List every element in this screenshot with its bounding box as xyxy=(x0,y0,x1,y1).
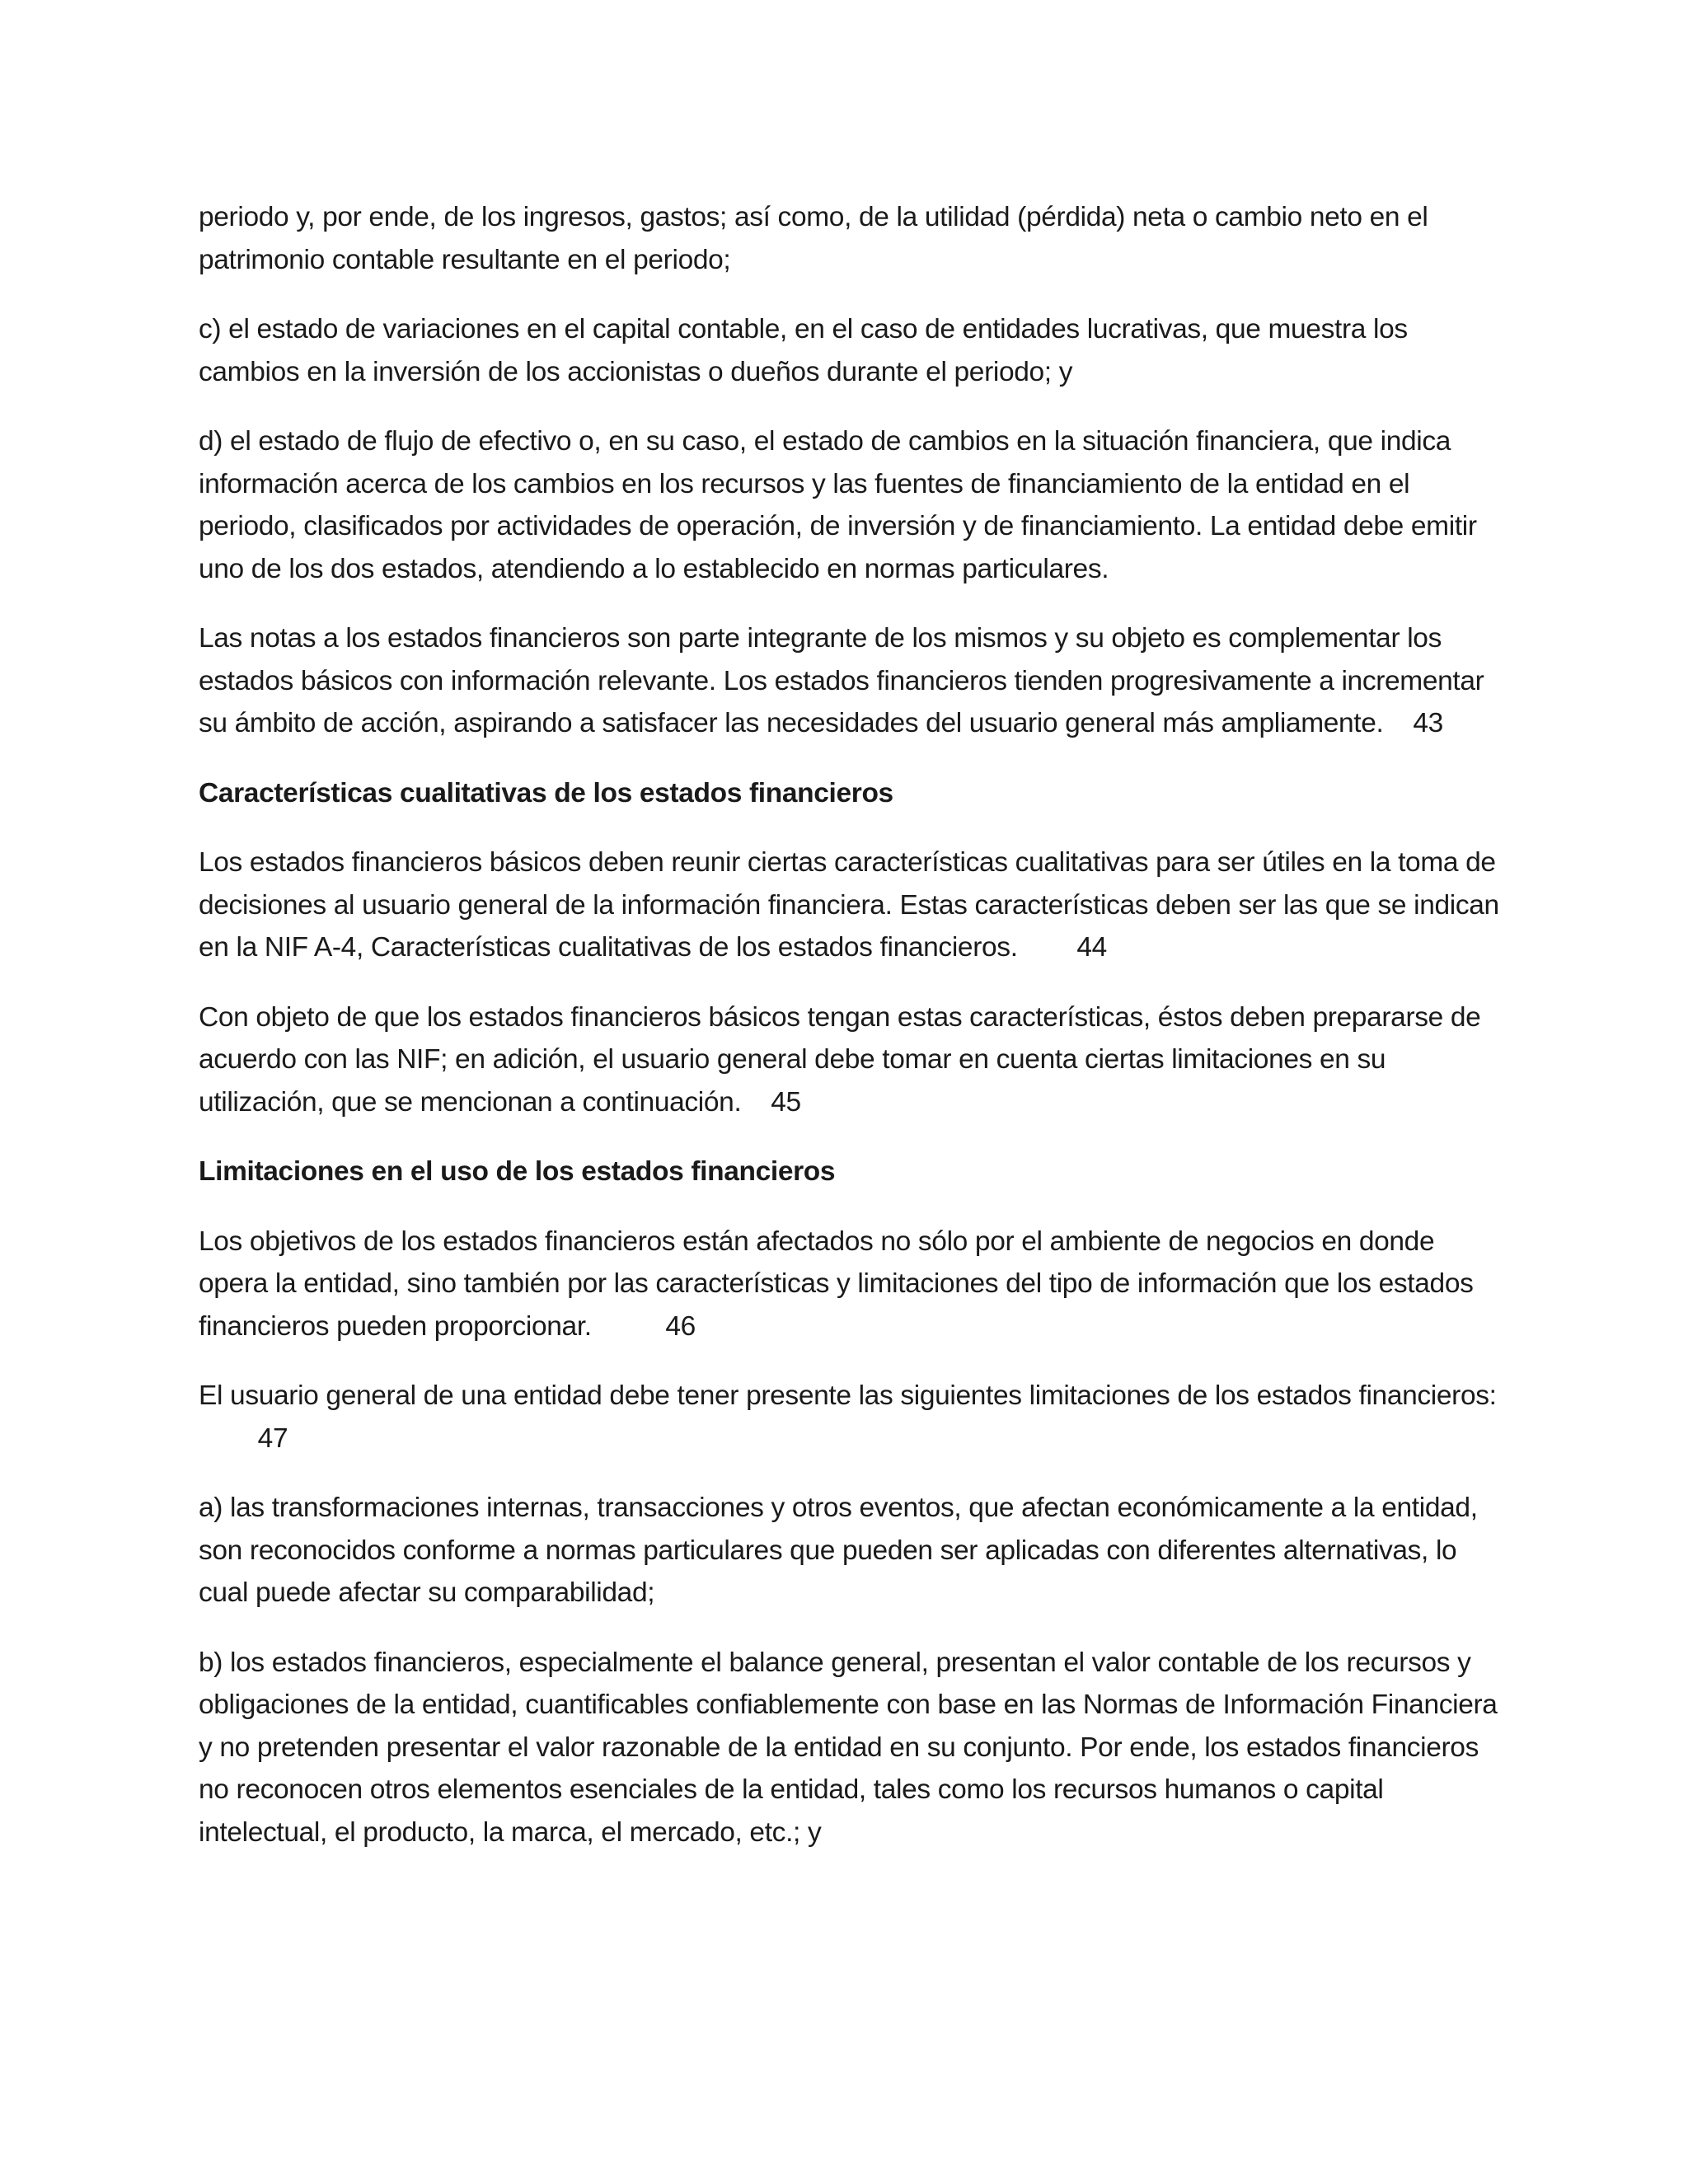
section-heading-limitations: Limitaciones en el uso de los estados financieros xyxy=(199,1156,836,1187)
paragraph-income-statement-continuation xyxy=(199,196,1501,281)
paragraph-item-b xyxy=(199,1642,1501,1854)
paragraph-notes xyxy=(199,617,1501,745)
section-heading-qualitative-characteristics: Características cualitativas de los estados financieros xyxy=(199,777,893,808)
paragraph-limitations-intro xyxy=(199,1375,1501,1460)
paragraph-nif-preparation xyxy=(199,996,1501,1124)
paragraph-number: 45 xyxy=(771,1086,801,1118)
paragraph-text: periodo y, por ende, de los ingresos, gastos; así como, de la utilidad (pérdida) neta o cambio neto en el patrimonio contable resultante en el periodo; xyxy=(199,202,1428,275)
paragraph-objectives-affected xyxy=(199,1221,1501,1348)
paragraph-text: Los objetivos de los estados financieros están afectados no sólo por el ambiente de negocios en donde opera la entidad, sino también por las características y limitaciones del tipo de información que los estados financieros pueden proporcionar. xyxy=(199,1226,1474,1342)
paragraph-number: 44 xyxy=(1076,932,1107,963)
paragraph-item-a xyxy=(199,1487,1501,1615)
paragraph-number: 43 xyxy=(1413,708,1443,738)
paragraph-text: El usuario general de una entidad debe tener presente las siguientes limitaciones de los estados financieros: xyxy=(199,1380,1497,1411)
paragraph-item-d xyxy=(199,420,1501,590)
paragraph-text: Con objeto de que los estados financieros básicos tengan estas características, éstos deben prepararse de acuerdo con las NIF; en adición, el usuario general debe tomar en cuenta ciertas limitaciones en su utilización, que se mencionan a continuación. xyxy=(199,1001,1481,1118)
paragraph-qualitative-characteristics xyxy=(199,841,1501,969)
document-body xyxy=(199,196,1501,1881)
paragraph-text: b) los estados financieros, especialmente el balance general, presentan el valor contable de los recursos y obligaciones de la entidad, cuantificables confiablemente con base en las Normas de Información Financiera y no pretenden presentar el valor razonable de la entidad en su conjunto. Por ende, los estados financieros no reconocen otros elementos esenciales de la entidad, tales como los recursos humanos o capital intelectual, el producto, la marca, el mercado, etc.; y xyxy=(199,1647,1498,1848)
paragraph-number: 47 xyxy=(257,1422,288,1454)
paragraph-item-c xyxy=(199,308,1501,393)
paragraph-text: Los estados financieros básicos deben reunir ciertas características cualitativas para ser útiles en la toma de decisiones al usuario general de la información financiera. Estas características deben ser las que se indican en la NIF A-4, Características cualitativas de los estados financieros. xyxy=(199,847,1499,963)
paragraph-text: a) las transformaciones internas, transacciones y otros eventos, que afectan económicamente a la entidad, son reconocidos conforme a normas particulares que pueden ser aplicadas con diferentes alternativas, lo cual puede afectar su comparabilidad; xyxy=(199,1493,1478,1608)
paragraph-text: d) el estado de flujo de efectivo o, en su caso, el estado de cambios en la situación financiera, que indica información acerca de los cambios en los recursos y las fuentes de financiamiento de la entidad en el periodo, clasificados por actividades de operación, de inversión y de financiamiento. La entidad debe emitir uno de los dos estados, atendiendo a lo establecido en normas particulares. xyxy=(199,426,1477,584)
paragraph-text: Las notas a los estados financieros son parte integrante de los mismos y su objeto es complementar los estados básicos con información relevante. Los estados financieros tienden progresivamente a incrementar su ámbito de acción, aspirando a satisfacer las necesidades del usuario general más ampliamente. xyxy=(199,623,1484,738)
paragraph-number: 46 xyxy=(665,1310,696,1342)
paragraph-text: c) el estado de variaciones en el capital contable, en el caso de entidades lucrativas, que muestra los cambios en la inversión de los accionistas o dueños durante el periodo; y xyxy=(199,314,1408,387)
